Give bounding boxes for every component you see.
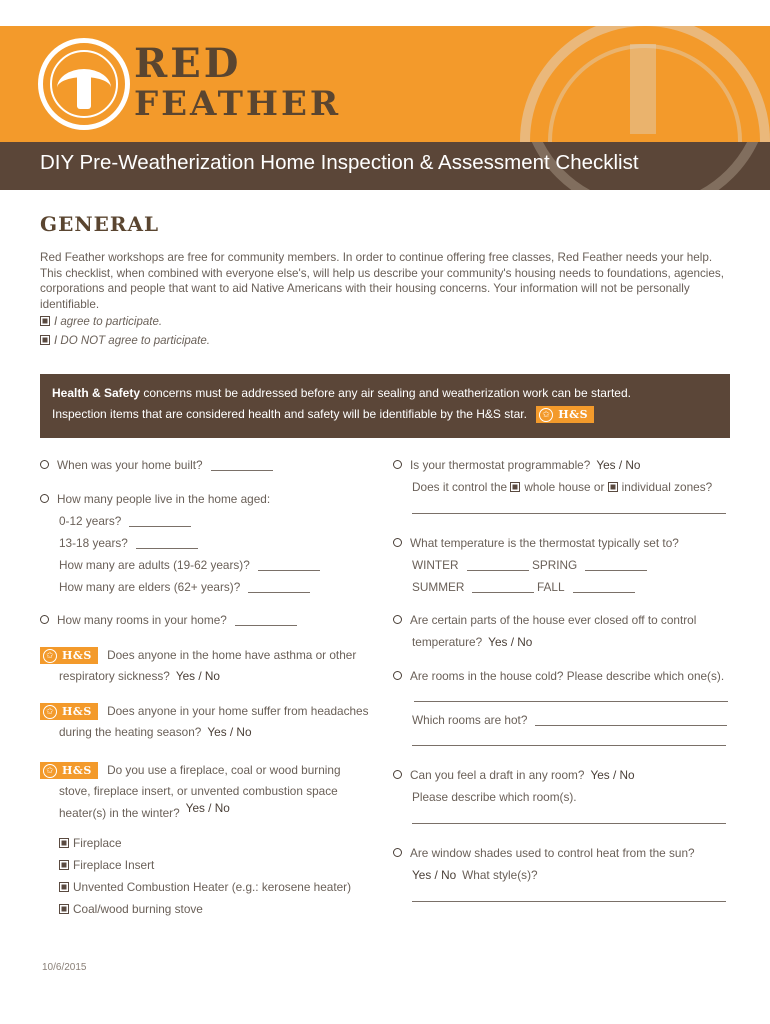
question-headaches-cont: during the heating season? Yes / No (59, 725, 252, 739)
question-closed-off: Are certain parts of the house ever closed off to control (393, 613, 696, 627)
star-icon: ✩ (43, 764, 57, 778)
elders-field[interactable] (248, 592, 310, 593)
temp-spring: SPRING (532, 558, 647, 572)
question-window-shades: Are window shades used to control heat from the sun? (393, 846, 695, 860)
hot-rooms-field[interactable] (535, 725, 727, 726)
watermark-seal-icon (520, 26, 770, 142)
rooms-field[interactable] (235, 625, 297, 626)
radio-circle-icon (393, 848, 402, 857)
whole-house-checkbox[interactable] (510, 482, 520, 492)
radio-circle-icon (393, 615, 402, 624)
agree-checkbox[interactable] (40, 316, 50, 326)
hs-badge: ✩ H&S (536, 406, 594, 423)
health-safety-notice: Health & Safety concerns must be addressed before any air sealing and weatherization work can be started. Inspection items that are considered health and safety will be identifiable by the H&S star. ✩ H&S (40, 374, 730, 438)
hs-badge: ✩ H&S (40, 703, 98, 720)
question-hot-rooms: Which rooms are hot? (412, 713, 727, 727)
question-draft-describe: Please describe which room(s). (412, 790, 577, 804)
option-fireplace[interactable]: Fireplace (59, 836, 122, 850)
headaches-yes-no[interactable]: Yes / No (207, 725, 252, 739)
question-thermostat-control: Does it control the whole house or individual zones? (412, 480, 713, 494)
winter-field[interactable] (467, 570, 529, 571)
star-icon: ✩ (43, 649, 57, 663)
radio-circle-icon (393, 538, 402, 547)
document-date: 10/6/2015 (42, 962, 87, 973)
page-title: DIY Pre-Weatherization Home Inspection & Assessment Checklist (40, 151, 639, 174)
option-fireplace-insert[interactable]: Fireplace Insert (59, 858, 154, 872)
question-asthma: ✩ H&S Does anyone in the home have asthma or other (40, 647, 356, 664)
shades-yes-no[interactable]: Yes / No (412, 868, 457, 882)
option-coal-wood-stove[interactable]: Coal/wood burning stove (59, 902, 203, 916)
question-fireplace-line3: heater(s) in the winter? Yes / No (59, 801, 230, 820)
hs-badge: ✩ H&S (40, 647, 98, 664)
agree-option[interactable]: I agree to participate. (40, 316, 162, 328)
section-heading: GENERAL (40, 212, 160, 236)
age-0-12: 0-12 years? (59, 514, 191, 528)
age-0-12-field[interactable] (129, 526, 191, 527)
thermostat-yes-no[interactable]: Yes / No (596, 458, 641, 472)
disagree-option[interactable]: I DO NOT agree to participate. (40, 335, 210, 347)
radio-circle-icon (393, 671, 402, 680)
question-headaches: ✩ H&S Does anyone in your home suffer from headaches (40, 703, 369, 720)
radio-circle-icon (40, 460, 49, 469)
radio-circle-icon (393, 460, 402, 469)
spring-field[interactable] (585, 570, 647, 571)
star-icon: ✩ (43, 705, 57, 719)
brand-name-line1: RED (134, 40, 242, 87)
individual-zones-checkbox[interactable] (608, 482, 618, 492)
shades-answer-line[interactable] (412, 901, 726, 902)
draft-yes-no[interactable]: Yes / No (590, 768, 635, 782)
disagree-checkbox[interactable] (40, 335, 50, 345)
temp-fall: FALL (537, 580, 635, 594)
question-asthma-cont: respiratory sickness? Yes / No (59, 669, 220, 683)
thermostat-answer-line[interactable] (412, 513, 726, 514)
intro-paragraph: Red Feather workshops are free for community members. In order to continue offering free classes, Red Feather needs your help. This checklist, when combined with everyone else's, will help us describe your community's housing needs to foundations, agencies, corporations and people that want to aid Native Americans with their housing concerns. Your information will not be personally identifiable. (40, 251, 724, 312)
fall-field[interactable] (573, 592, 635, 593)
question-people: How many people live in the home aged: (40, 492, 270, 506)
red-feather-logo-icon (38, 38, 130, 130)
unvented-heater-checkbox[interactable] (59, 882, 69, 892)
home-built-field[interactable] (211, 470, 273, 471)
cold-rooms-answer-line[interactable] (414, 701, 728, 702)
brand-name-line2: FEATHER (134, 84, 342, 124)
age-adults: How many are adults (19-62 years)? (59, 558, 320, 572)
age-13-18: 13-18 years? (59, 536, 198, 550)
question-temperature: What temperature is the thermostat typically set to? (393, 536, 679, 550)
age-elders: How many are elders (62+ years)? (59, 580, 310, 594)
adults-field[interactable] (258, 570, 320, 571)
coal-stove-checkbox[interactable] (59, 904, 69, 914)
question-fireplace: ✩ H&S Do you use a fireplace, coal or wood burning (40, 762, 341, 779)
question-thermostat: Is your thermostat programmable? Yes / No (393, 458, 640, 472)
question-shades-style: Yes / No What style(s)? (412, 868, 538, 882)
fireplace-checkbox[interactable] (59, 838, 69, 848)
fireplace-insert-checkbox[interactable] (59, 860, 69, 870)
option-unvented-heater[interactable]: Unvented Combustion Heater (e.g.: kerosene heater) (59, 880, 351, 894)
summer-field[interactable] (472, 592, 534, 593)
star-icon: ✩ (539, 408, 553, 422)
asthma-yes-no[interactable]: Yes / No (175, 669, 220, 683)
radio-circle-icon (40, 615, 49, 624)
temp-summer: SUMMER (412, 580, 534, 594)
question-cold-rooms: Are rooms in the house cold? Please describe which one(s). (393, 669, 724, 683)
fireplace-yes-no[interactable]: Yes / No (185, 801, 230, 815)
title-bar (0, 142, 770, 190)
radio-circle-icon (393, 770, 402, 779)
question-rooms: How many rooms in your home? (40, 613, 297, 627)
age-13-18-field[interactable] (136, 548, 198, 549)
hs-badge: ✩ H&S (40, 762, 98, 779)
question-home-built: When was your home built? (40, 458, 273, 472)
question-closed-off-cont: temperature? Yes / No (412, 635, 533, 649)
draft-answer-line[interactable] (412, 823, 726, 824)
hot-rooms-answer-line[interactable] (412, 745, 726, 746)
question-draft: Can you feel a draft in any room? Yes / No (393, 768, 635, 782)
temp-winter: WINTER (412, 558, 529, 572)
question-fireplace-line2: stove, fireplace insert, or unvented combustion space (59, 784, 338, 798)
closed-off-yes-no[interactable]: Yes / No (488, 635, 533, 649)
radio-circle-icon (40, 494, 49, 503)
